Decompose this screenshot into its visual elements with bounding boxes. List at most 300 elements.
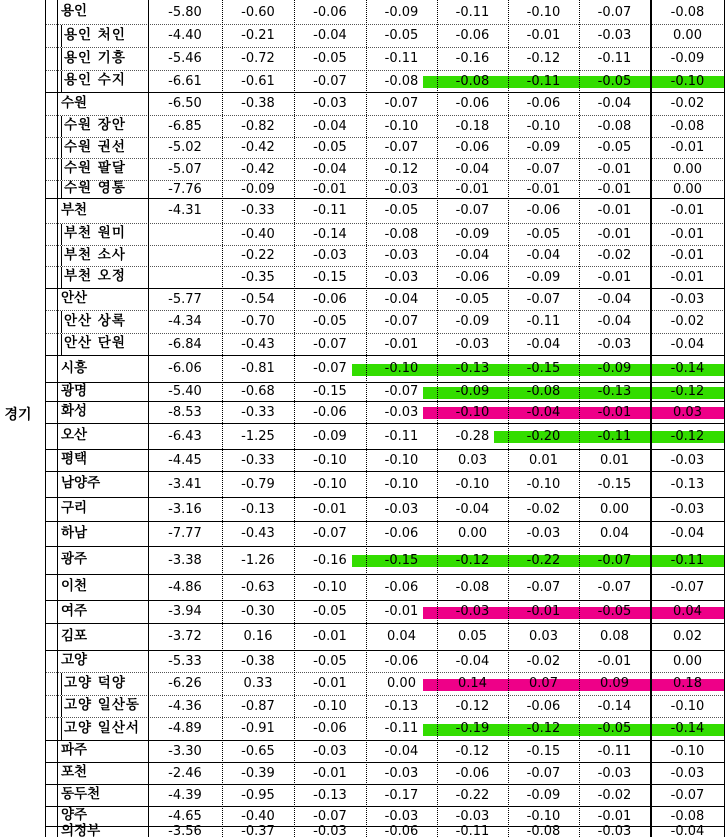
value-cell: -0.09	[241, 181, 275, 197]
value-cell: -0.05	[313, 51, 347, 66]
value-cell: -0.42	[241, 161, 275, 177]
row-label: 시흥	[61, 359, 88, 376]
row-label: 수원 권선	[64, 138, 126, 155]
value-cell: -0.70	[241, 314, 275, 329]
row-label: 수원 장안	[64, 117, 126, 134]
value-cell: 0.00	[673, 181, 702, 197]
value-cell: -0.10	[526, 808, 561, 824]
value-cell: -0.11	[597, 743, 632, 759]
row-label: 오산	[61, 427, 88, 444]
value-cell: -0.07	[597, 4, 632, 20]
value-cell: -0.04	[455, 653, 490, 669]
value-cell: -0.15	[313, 269, 347, 285]
value-cell: -0.07	[526, 579, 561, 595]
row-label: 부천 오정	[64, 268, 126, 285]
value-cell: -0.10	[384, 452, 419, 468]
value-cell: -0.06	[313, 721, 347, 736]
value-cell: -0.05	[597, 604, 632, 619]
value-cell: -0.37	[241, 824, 275, 839]
value-cell: -0.30	[241, 604, 275, 619]
sub-indent-line	[61, 696, 62, 717]
value-cell: -0.12	[455, 552, 490, 568]
value-cell: -0.01	[597, 269, 632, 285]
value-cell: -0.07	[313, 808, 347, 824]
value-cell	[148, 245, 222, 266]
sub-indent-line	[61, 311, 62, 333]
value-cell: -3.16	[168, 501, 202, 517]
value-cell: -0.04	[313, 161, 347, 177]
row-label: 동두천	[61, 786, 101, 803]
value-cell: -0.40	[241, 226, 275, 242]
value-cell: -0.91	[241, 721, 275, 736]
sub-indent-line	[61, 673, 62, 695]
value-cell: -0.06	[455, 140, 490, 155]
value-cell: -0.09	[526, 787, 561, 803]
value-cell: -0.15	[313, 384, 347, 399]
value-cell: -0.10	[384, 476, 419, 492]
row-label: 수원 팔달	[64, 160, 126, 177]
value-cell: 0.00	[600, 501, 629, 517]
value-cell: -0.07	[597, 579, 632, 595]
value-cell: -6.84	[168, 336, 202, 352]
value-cell: -0.79	[241, 476, 275, 492]
value-cell: 0.01	[600, 452, 629, 468]
value-cell: -1.26	[241, 552, 275, 568]
value-cell: -4.86	[168, 579, 202, 595]
value-cell: -0.82	[241, 118, 275, 134]
value-cell: -0.05	[455, 291, 490, 307]
value-cell: -0.03	[526, 526, 561, 541]
value-cell: -0.03	[597, 28, 632, 43]
row-label: 남양주	[61, 475, 101, 492]
value-cell: -0.01	[384, 604, 419, 619]
row-label: 의정부	[61, 822, 101, 839]
value-cell: -0.22	[241, 248, 275, 263]
value-cell: -0.05	[597, 721, 632, 736]
value-cell: -0.07	[313, 336, 347, 352]
value-cell: -0.08	[455, 579, 490, 595]
value-cell: -6.43	[168, 428, 202, 444]
value-cell: 0.01	[529, 452, 558, 468]
value-cell: -0.01	[597, 226, 632, 242]
value-cell: -0.13	[455, 361, 490, 376]
value-cell: -0.12	[526, 721, 561, 736]
value-cell: -0.03	[455, 336, 490, 352]
value-cell: -6.26	[168, 676, 202, 691]
row-label: 광주	[61, 551, 88, 568]
value-cell: -0.01	[313, 181, 347, 197]
value-cell: -0.08	[384, 73, 419, 89]
sub-indent-line	[61, 71, 62, 92]
value-cell: -0.01	[526, 28, 561, 43]
value-cell: -0.03	[384, 181, 419, 197]
value-cell: -0.03	[455, 604, 490, 619]
value-cell: -0.03	[384, 501, 419, 517]
value-cell: -3.94	[168, 604, 202, 619]
value-cell: -0.06	[455, 96, 490, 111]
value-cell: -3.38	[168, 552, 202, 568]
value-cell: -4.39	[168, 787, 202, 803]
value-cell: -0.02	[670, 314, 705, 329]
sub-indent-line	[61, 159, 62, 180]
value-cell: -0.14	[313, 226, 347, 242]
value-cell: -1.25	[241, 428, 275, 444]
value-cell: -0.04	[670, 824, 705, 839]
value-cell: -0.11	[455, 4, 490, 20]
value-cell: -0.11	[313, 203, 347, 218]
value-cell: -6.06	[168, 361, 202, 376]
value-cell: -4.34	[168, 314, 202, 329]
value-cell: -0.07	[455, 203, 490, 218]
value-cell: -0.10	[670, 743, 705, 759]
value-cell: -0.08	[455, 73, 490, 89]
value-cell: -0.03	[597, 824, 632, 839]
value-cell: -0.68	[241, 384, 275, 399]
value-cell: -0.40	[241, 808, 275, 824]
value-cell: -0.01	[384, 336, 419, 352]
value-cell: -0.01	[526, 604, 561, 619]
value-cell: -0.63	[241, 579, 275, 595]
value-cell: -0.14	[670, 361, 705, 376]
row-label: 부천 소사	[64, 246, 126, 263]
value-cell: -0.15	[526, 743, 561, 759]
value-cell: -0.10	[455, 404, 490, 420]
value-cell: -0.03	[597, 765, 632, 781]
value-cell: -0.08	[670, 118, 705, 134]
value-cell: -0.11	[384, 721, 419, 736]
value-cell: -0.38	[241, 653, 275, 669]
row-label: 용인 처인	[64, 26, 126, 43]
value-cell: -0.81	[241, 361, 275, 376]
value-cell: -5.40	[168, 384, 202, 399]
value-cell: 0.18	[673, 676, 702, 691]
value-cell: -0.04	[384, 291, 419, 307]
row-label: 고양	[61, 652, 88, 669]
row-label: 부천 원미	[64, 225, 126, 242]
value-cell: -0.95	[241, 787, 275, 803]
value-cell: 0.04	[600, 526, 629, 541]
value-cell: -0.04	[597, 96, 632, 111]
value-cell: -0.06	[384, 653, 419, 669]
value-cell: -0.09	[313, 428, 347, 444]
sub-indent-line	[61, 267, 62, 288]
value-cell: -0.12	[526, 51, 561, 66]
value-cell: -0.22	[455, 787, 490, 803]
value-cell: -0.03	[384, 269, 419, 285]
value-cell: -4.40	[168, 28, 202, 43]
value-cell: -0.01	[313, 676, 347, 691]
value-cell: -0.10	[313, 452, 347, 468]
value-cell: -0.60	[241, 4, 275, 20]
value-cell: -0.04	[313, 28, 347, 43]
value-cell: -0.01	[597, 404, 632, 420]
value-cell: 0.00	[673, 653, 702, 669]
value-cell: -0.02	[597, 787, 632, 803]
value-cell: 0.00	[458, 526, 487, 541]
value-cell: -0.13	[384, 698, 419, 714]
value-cell: -0.19	[455, 721, 490, 736]
value-cell: -0.03	[313, 824, 347, 839]
value-cell: -0.03	[384, 404, 419, 420]
value-cell: -0.04	[526, 336, 561, 352]
row-label: 화성	[61, 403, 88, 420]
value-cell: -0.04	[313, 118, 347, 134]
value-cell: -0.07	[313, 526, 347, 541]
value-cell: -3.56	[168, 824, 202, 839]
value-cell: -0.15	[526, 361, 561, 376]
value-cell: -0.12	[455, 698, 490, 714]
value-cell: 0.07	[529, 676, 558, 691]
value-cell: 0.09	[600, 676, 629, 691]
value-cell: -0.09	[384, 4, 419, 20]
value-cell: -0.03	[670, 291, 705, 307]
value-cell: -0.01	[597, 161, 632, 177]
value-cell: -0.05	[313, 653, 347, 669]
value-cell: -0.72	[241, 51, 275, 66]
sub-indent-line	[61, 181, 62, 198]
value-cell: -0.04	[526, 404, 561, 420]
row-label: 광명	[61, 382, 88, 399]
value-cell: -0.01	[597, 181, 632, 197]
value-cell: -0.11	[597, 51, 632, 66]
value-cell: -0.03	[313, 248, 347, 263]
value-cell: -0.33	[241, 452, 275, 468]
value-cell: -0.05	[526, 226, 561, 242]
value-cell: -4.45	[168, 452, 202, 468]
value-cell: 0.00	[673, 161, 702, 177]
value-cell: -0.08	[526, 384, 561, 399]
value-cell: -0.08	[526, 824, 561, 839]
value-cell: -0.22	[526, 552, 561, 568]
value-cell: -0.13	[241, 501, 275, 517]
value-cell: -0.08	[670, 4, 705, 20]
row-label: 파주	[61, 742, 88, 759]
value-cell: 0.00	[387, 676, 416, 691]
value-cell: -0.38	[241, 96, 275, 111]
value-cell: -6.85	[168, 118, 202, 134]
value-cell: 0.03	[458, 452, 487, 468]
value-cell: -0.01	[597, 203, 632, 218]
sub-indent-line	[61, 224, 62, 245]
value-cell: -6.61	[168, 73, 202, 89]
value-cell: -0.54	[241, 291, 275, 307]
value-cell: -0.10	[455, 476, 490, 492]
value-cell: -2.46	[168, 765, 202, 781]
value-cell: -0.11	[526, 314, 561, 329]
value-cell: -8.53	[168, 404, 202, 420]
value-cell: -7.76	[168, 181, 202, 197]
value-cell: -4.65	[168, 808, 202, 824]
value-cell: -0.09	[455, 226, 490, 242]
value-cell: -0.09	[670, 51, 705, 66]
value-cell: -6.50	[168, 96, 202, 111]
value-cell: -0.01	[313, 501, 347, 517]
value-cell: -0.01	[670, 203, 705, 218]
value-cell: -0.10	[526, 118, 561, 134]
value-cell: -0.10	[670, 698, 705, 714]
value-cell: -0.43	[241, 336, 275, 352]
value-cell: -0.01	[670, 226, 705, 242]
value-cell: -0.05	[313, 604, 347, 619]
column-divider	[45, 0, 46, 837]
row-label: 안산	[61, 290, 88, 307]
value-cell: 0.04	[387, 629, 416, 644]
value-cell: -0.07	[597, 552, 632, 568]
value-cell: -0.01	[670, 140, 705, 155]
value-cell: -0.14	[670, 721, 705, 736]
sub-indent-line	[61, 116, 62, 137]
value-cell: -0.07	[526, 161, 561, 177]
value-cell: -0.01	[670, 248, 705, 263]
value-cell	[148, 223, 222, 245]
row-label: 안산 단원	[64, 335, 126, 352]
value-cell: -0.04	[597, 314, 632, 329]
value-cell: -0.28	[455, 428, 490, 444]
sub-indent-line	[61, 246, 62, 266]
value-cell: -0.05	[384, 28, 419, 43]
value-cell: -0.08	[597, 118, 632, 134]
value-cell: -0.01	[597, 808, 632, 824]
value-cell: -0.09	[597, 361, 632, 376]
value-cell: -0.06	[455, 269, 490, 285]
value-cell: -4.89	[168, 721, 202, 736]
row-label: 포천	[61, 764, 88, 781]
row-label: 수원	[61, 94, 88, 111]
value-cell: -0.13	[597, 384, 632, 399]
value-cell: -0.07	[384, 384, 419, 399]
row-label: 하남	[61, 524, 88, 541]
value-cell: -0.33	[241, 404, 275, 420]
value-cell: -0.11	[526, 73, 561, 89]
value-cell: -0.06	[384, 824, 419, 839]
value-cell: 0.16	[243, 629, 273, 644]
value-cell: -0.04	[455, 248, 490, 263]
value-cell: -0.07	[670, 787, 705, 803]
row-label: 용인 수지	[64, 72, 126, 89]
sub-indent-line	[61, 334, 62, 355]
value-cell: -0.03	[670, 501, 705, 517]
value-cell: -0.06	[455, 28, 490, 43]
value-cell: -0.03	[313, 96, 347, 111]
value-cell: -0.01	[313, 629, 347, 644]
value-cell: -0.11	[670, 552, 705, 568]
value-cell	[148, 266, 222, 288]
sub-indent-line	[61, 138, 62, 158]
row-label: 이천	[61, 578, 88, 595]
value-cell: -0.11	[455, 824, 490, 839]
value-cell: 0.04	[673, 604, 702, 619]
value-cell: -0.07	[313, 361, 347, 376]
value-cell: 0.05	[458, 629, 487, 644]
value-cell: -0.09	[526, 140, 561, 155]
value-cell: -0.14	[597, 698, 632, 714]
value-cell: -0.13	[313, 787, 347, 803]
value-cell: -0.03	[670, 452, 705, 468]
value-cell: -0.10	[313, 476, 347, 492]
value-cell: -0.07	[384, 96, 419, 111]
value-cell: -0.06	[313, 291, 347, 307]
value-cell: -0.07	[384, 314, 419, 329]
value-cell: -0.04	[455, 501, 490, 517]
value-cell: -0.10	[384, 361, 419, 376]
value-cell: -0.61	[241, 73, 275, 89]
value-cell: -0.10	[526, 476, 561, 492]
value-cell: -0.02	[597, 248, 632, 263]
row-label: 김포	[61, 627, 88, 644]
value-cell: -0.04	[455, 161, 490, 177]
value-cell: -0.01	[670, 269, 705, 285]
value-cell: -0.07	[670, 579, 705, 595]
value-cell: -0.15	[384, 552, 419, 568]
sub-indent-line	[61, 718, 62, 740]
value-cell: -0.04	[670, 526, 705, 541]
sub-indent-line	[61, 48, 62, 70]
value-cell: -0.33	[241, 203, 275, 218]
value-cell: -0.11	[384, 51, 419, 66]
value-cell: -0.17	[384, 787, 419, 803]
value-cell: -0.87	[241, 698, 275, 714]
row-label: 여주	[61, 602, 88, 619]
value-cell: -0.01	[455, 181, 490, 197]
value-cell: -7.77	[168, 526, 202, 541]
value-cell: -5.33	[168, 653, 202, 669]
value-cell: -0.05	[313, 314, 347, 329]
value-cell: -3.72	[168, 629, 202, 644]
value-cell: -5.02	[168, 140, 202, 155]
value-cell: -4.31	[168, 203, 202, 218]
value-cell: -5.80	[168, 4, 202, 20]
value-cell: -0.06	[384, 526, 419, 541]
value-cell: -0.07	[384, 140, 419, 155]
region-label: 경기	[4, 407, 32, 423]
value-cell: -0.15	[597, 476, 632, 492]
value-cell: -0.03	[384, 248, 419, 263]
value-cell: 0.14	[458, 676, 487, 691]
value-cell: -0.01	[313, 765, 347, 781]
row-label: 고양 덕양	[64, 674, 126, 691]
value-cell: -0.12	[670, 428, 705, 444]
value-cell: 0.03	[673, 404, 702, 420]
value-cell: -0.16	[313, 552, 347, 568]
value-cell: -0.09	[455, 314, 490, 329]
value-cell: -0.06	[455, 765, 490, 781]
value-cell: -0.10	[313, 698, 347, 714]
value-cell: -0.39	[241, 765, 275, 781]
value-cell: -5.77	[168, 291, 202, 307]
value-cell: 0.02	[673, 629, 702, 644]
value-cell: -0.06	[313, 404, 347, 420]
value-cell: -0.05	[384, 203, 419, 218]
value-cell: -0.06	[313, 4, 347, 20]
value-cell: -0.11	[384, 428, 419, 444]
row-label: 구리	[61, 500, 88, 517]
value-cell: 0.33	[243, 676, 273, 691]
value-cell: -0.20	[526, 428, 561, 444]
row-label: 부천	[61, 201, 88, 218]
value-cell: -0.02	[526, 653, 561, 669]
value-cell: -0.05	[597, 73, 632, 89]
value-cell: -0.13	[670, 476, 705, 492]
value-cell: -0.03	[670, 765, 705, 781]
value-cell: -5.46	[168, 51, 202, 66]
value-cell: 0.03	[529, 629, 558, 644]
value-cell: -0.02	[670, 96, 705, 111]
value-cell: 0.08	[600, 629, 629, 644]
value-cell: -0.06	[526, 698, 561, 714]
value-cell: -0.04	[526, 248, 561, 263]
value-cell: -0.01	[597, 653, 632, 669]
value-cell: -0.06	[526, 96, 561, 111]
